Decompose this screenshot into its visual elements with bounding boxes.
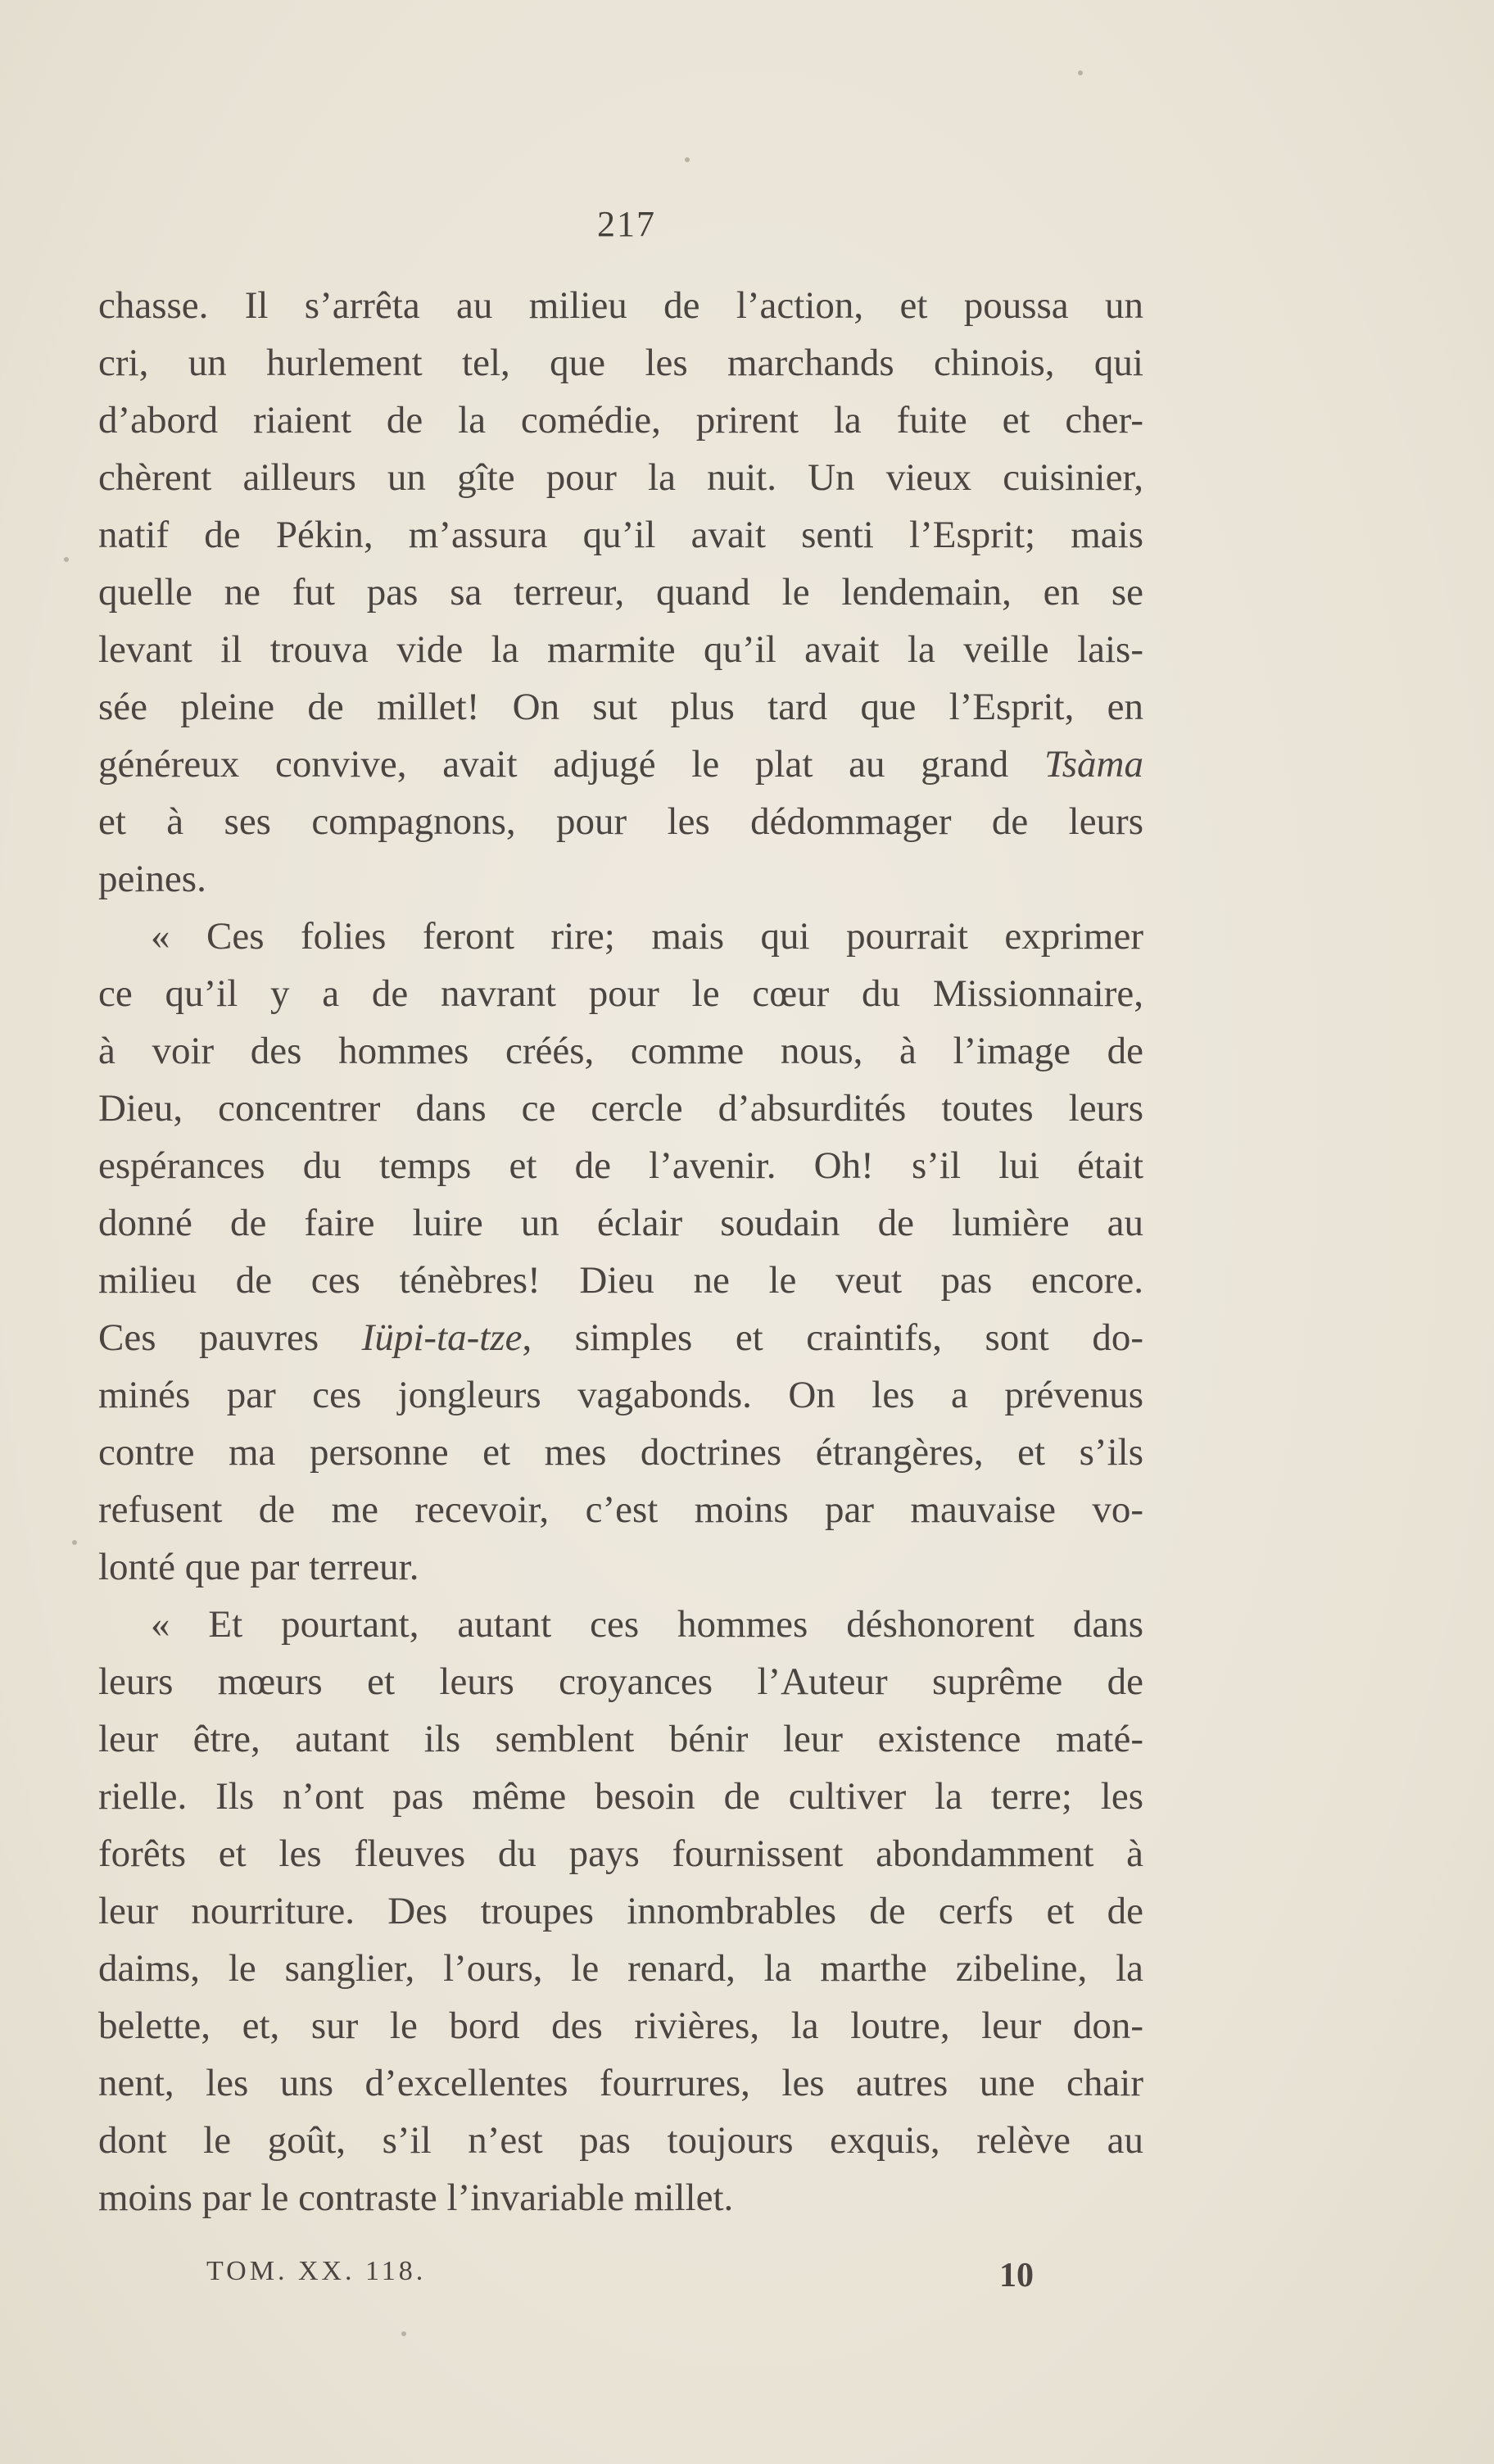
text-line: moins par le contraste l’invariable millet. <box>98 2176 734 2219</box>
body-text <box>98 277 1143 2226</box>
text-line: espérances du temps et de l’avenir. Oh! s’il lui était <box>98 1144 1143 1187</box>
text-line: dont le goût, s’il n’est pas toujours exquis, relève au <box>98 2119 1143 2162</box>
text-line: refusent de me recevoir, c’est moins par mauvaise vo- <box>98 1488 1143 1531</box>
text-line: peines. <box>98 858 206 900</box>
text-line: sée pleine de millet! On sut plus tard que l’Esprit, en <box>98 686 1143 728</box>
text-line: leur nourriture. Des troupes innombrables de cerfs et de <box>98 1890 1143 1932</box>
text-line: forêts et les fleuves du pays fournissent abondamment à <box>98 1832 1143 1875</box>
text-line: minés par ces jongleurs vagabonds. On les a prévenus <box>98 1374 1143 1416</box>
italic-term: Iüpi-ta-tze <box>361 1316 523 1359</box>
text-line: milieu de ces ténèbres! Dieu ne le veut pas encore. <box>98 1259 1143 1302</box>
text-line: « Ces folies feront rire; mais qui pourrait exprimer <box>151 915 1143 958</box>
text-line: daims, le sanglier, l’ours, le renard, la marthe zibeline, la <box>98 1947 1143 1990</box>
text-line: à voir des hommes créés, comme nous, à l’image de <box>98 1030 1143 1072</box>
text-line: levant il trouva vide la marmite qu’il avait la veille lais- <box>98 628 1143 671</box>
paper-speck <box>72 1540 77 1545</box>
text-line: ce qu’il y a de navrant pour le cœur du Missionnaire, <box>98 972 1143 1015</box>
text-line: d’abord riaient de la comédie, prirent la fuite et cher- <box>98 399 1143 442</box>
text-line: leur être, autant ils semblent bénir leur existence maté- <box>98 1718 1143 1760</box>
page-number: 217 <box>597 204 656 244</box>
text-line: Dieu, concentrer dans ce cercle d’absurdités toutes leurs <box>98 1087 1143 1130</box>
text-line: belette, et, sur le bord des rivières, la loutre, leur don- <box>98 2004 1143 2047</box>
text-line: quelle ne fut pas sa terreur, quand le lendemain, en se <box>98 571 1143 614</box>
text-line: et à ses compagnons, pour les dédommager de leurs <box>98 800 1143 843</box>
sheet-number: 10 <box>999 2257 1034 2294</box>
text-line: généreux convive, avait adjugé le plat au grand Tsàma <box>98 743 1143 786</box>
page-footer <box>206 2256 1034 2305</box>
text-line: leurs mœurs et leurs croyances l’Auteur suprême de <box>98 1660 1143 1703</box>
text-line: « Et pourtant, autant ces hommes déshonorent dans <box>151 1603 1143 1646</box>
paper-speck <box>1078 70 1083 75</box>
text-line: cri, un hurlement tel, que les marchands chinois, qui <box>98 342 1143 384</box>
text-line: chèrent ailleurs un gîte pour la nuit. Un vieux cuisinier, <box>98 456 1143 499</box>
italic-term: Tsàma <box>1044 743 1143 786</box>
text-line: nent, les uns d’excellentes fourrures, les autres une chair <box>98 2062 1143 2104</box>
signature-mark: TOM. XX. 118. <box>206 2256 427 2286</box>
text-line: chasse. Il s’arrêta au milieu de l’action, et poussa un <box>98 284 1143 327</box>
text-line: lonté que par terreur. <box>98 1546 419 1588</box>
paper-speck <box>401 2331 406 2336</box>
paper-speck <box>64 557 69 562</box>
text-line: rielle. Ils n’ont pas même besoin de cultiver la terre; les <box>98 1775 1143 1818</box>
text-line: natif de Pékin, m’assura qu’il avait senti l’Esprit; mais <box>98 514 1143 556</box>
text-line: Ces pauvres Iüpi-ta-tze, simples et craintifs, sont do- <box>98 1316 1143 1359</box>
paper-speck <box>685 157 690 162</box>
text-line: contre ma personne et mes doctrines étrangères, et s’ils <box>98 1431 1143 1474</box>
text-line: donné de faire luire un éclair soudain de lumière au <box>98 1202 1143 1244</box>
